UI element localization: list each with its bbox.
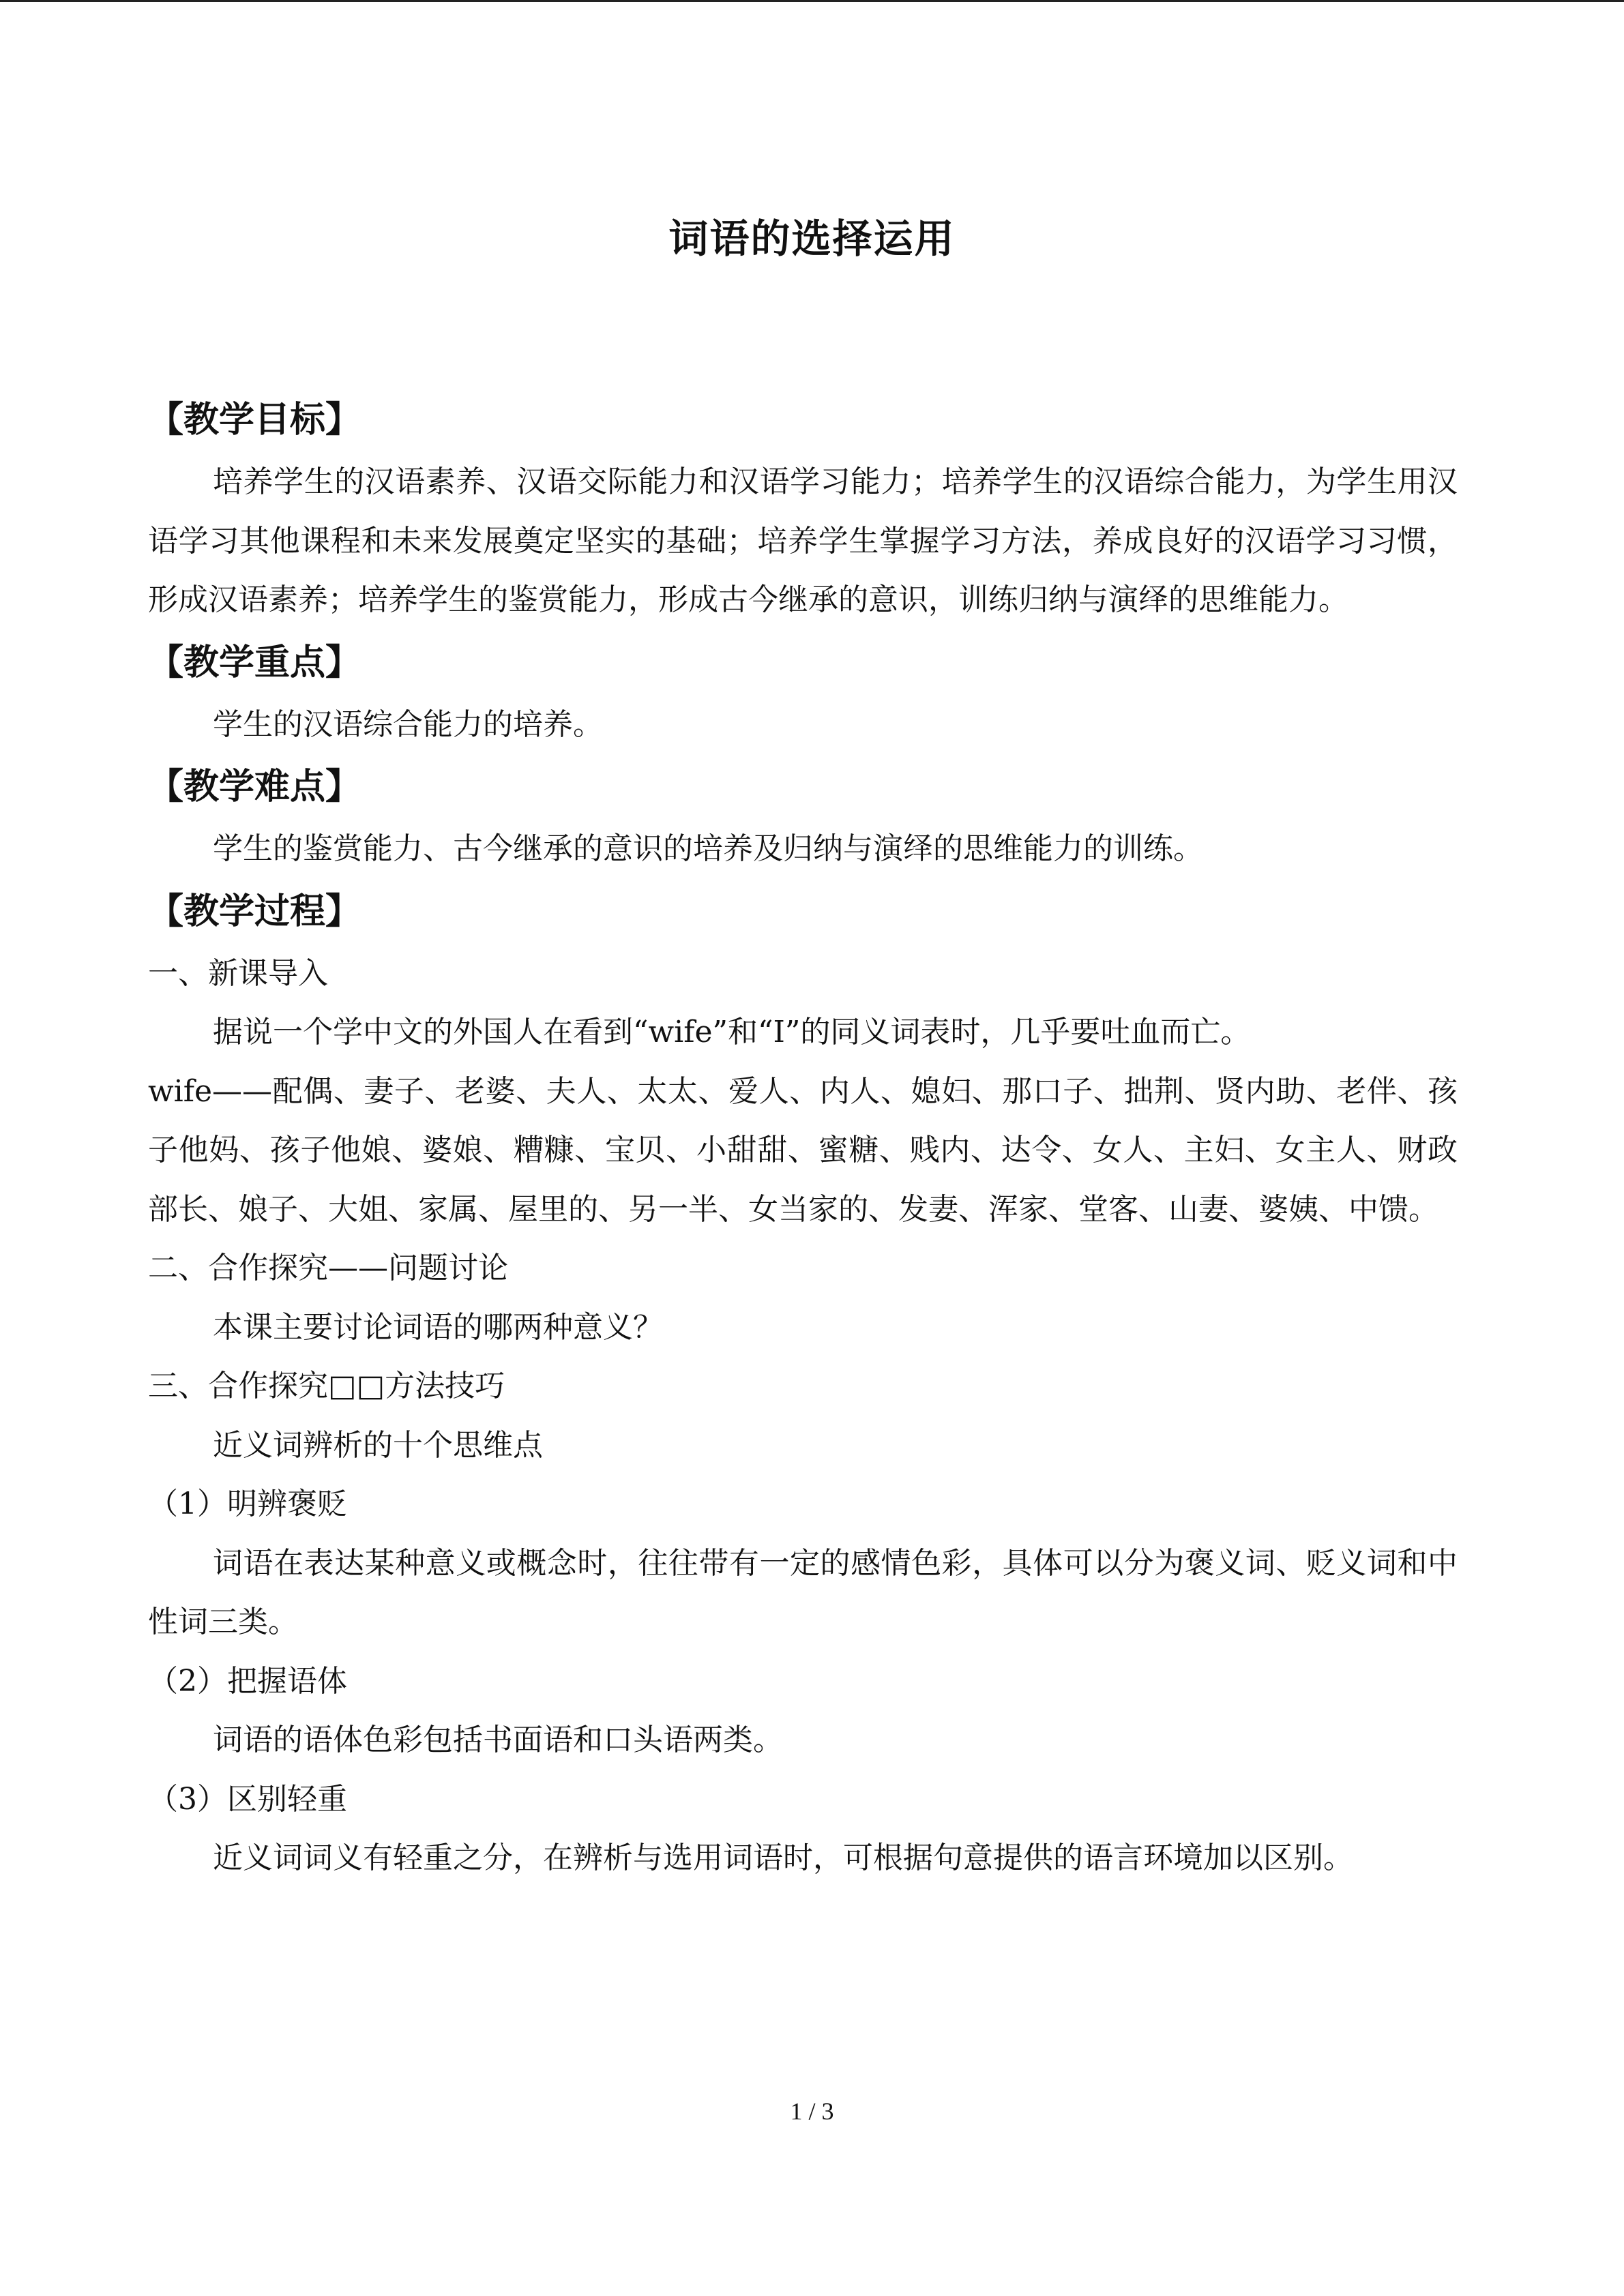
page-title: 词语的选择运用 [668,215,956,262]
objectives-text: 培养学生的汉语素养、汉语交际能力和汉语学习能力；培养学生的汉语综合能力，为学生用汉语学习其他课程和未来发展奠定坚实的基础；培养学生掌握学习方法，养成良好的汉语学习习惯，形成汉语素养；培养学生的鉴赏能力，形成古今继承的意识，训练归纳与演绎的思维能力。 [148,464,1458,617]
point3-title: （3）区别轻重 [148,1781,347,1817]
part1-text: 据说一个学中文的外国人在看到“wife”和“I”的同义词表时，几乎要吐血而亡。 [213,1015,1251,1049]
key-points-text: 学生的汉语综合能力的培养。 [213,706,603,742]
part2-text: 本课主要讨论词语的哪两种意义？ [213,1309,663,1345]
point1-text: 词语在表达某种意义或概念时，往往带有一定的感情色彩，具体可以分为褒义词、贬义词和中性词三类。 [148,1545,1458,1639]
point1-title: （1）明辨褒贬 [148,1487,347,1521]
difficulties-heading: 【教学难点】 [148,766,361,807]
objectives-heading: 【教学目标】 [148,400,361,441]
part3-title: 三、合作探究□□方法技巧 [148,1369,505,1403]
process-heading: 【教学过程】 [148,891,361,932]
page-number: 1 / 3 [790,2098,834,2125]
point2-text: 词语的语体色彩包括书面语和口头语两类。 [213,1723,783,1757]
point2-title: （2）把握语体 [148,1663,347,1699]
point3-text: 近义词词义有轻重之分，在辨析与选用词语时，可根据句意提供的语言环境加以区别。 [213,1840,1353,1875]
document-body [148,387,1458,1888]
part3-text: 近义词辨析的十个思维点 [213,1427,543,1463]
key-points-heading: 【教学重点】 [148,642,361,683]
difficulties-text: 学生的鉴赏能力、古今继承的意识的培养及归纳与演绎的思维能力的训练。 [213,831,1203,866]
part1-title: 一、新课导入 [148,955,328,991]
part2-title: 二、合作探究——问题讨论 [148,1251,508,1285]
wife-synonym-list: wife——配偶、妻子、老婆、夫人、太太、爱人、内人、媳妇、那口子、拙荆、贤内助、老伴、孩子他妈、孩子他娘、婆娘、糟糠、宝贝、小甜甜、蜜糖、贱内、达令、女人、主妇、女主人、财政部长、娘子、大姐、家属、屋里的、另一半、女当家的、发妻、浑家、堂客、山妻、婆姨、中馈。 [148,1073,1458,1227]
